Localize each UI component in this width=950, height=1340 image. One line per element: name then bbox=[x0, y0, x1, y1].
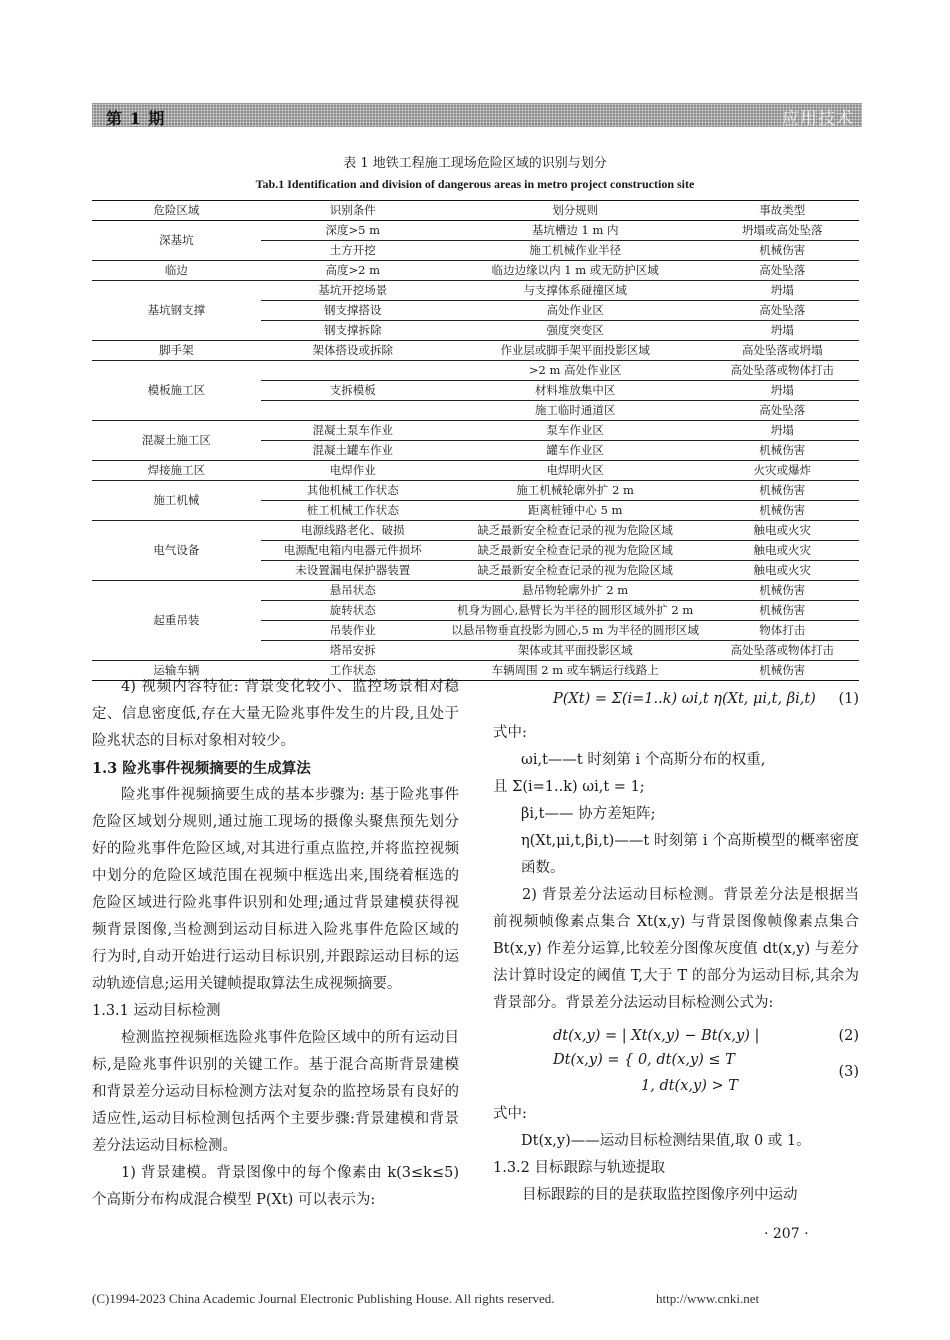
condition-cell bbox=[261, 401, 445, 421]
rule-cell: 车辆周围 2 m 或车辆运行线路上 bbox=[445, 661, 706, 681]
hazard-area-table bbox=[92, 200, 859, 681]
condition-cell: 架体搭设或拆除 bbox=[261, 341, 445, 361]
table-row bbox=[92, 421, 859, 441]
accident-cell: 触电或火灾 bbox=[706, 561, 859, 581]
table-row bbox=[92, 341, 859, 361]
equation-text: Dt(x,y) = { 0, dt(x,y) ≤ T bbox=[553, 1052, 735, 1068]
table-row bbox=[92, 281, 859, 301]
condition-cell: 未设置漏电保护器装置 bbox=[261, 561, 445, 581]
table-caption-zh: 表 1 地铁工程施工现场危险区域的识别与划分 bbox=[343, 156, 607, 171]
table-row bbox=[92, 521, 859, 541]
condition-cell: 旋转状态 bbox=[261, 601, 445, 621]
paragraph: 4) 视频内容特征: 背景变化较小、监控场景相对稳定、信息密度低,存在大量无险兆事件发生的片段,且处于险兆状态的目标对象相对较少。 bbox=[92, 679, 459, 749]
table-row bbox=[92, 481, 859, 501]
rule-cell: 基坑槽边 1 m 内 bbox=[445, 221, 706, 241]
rule-cell: 以悬吊物垂直投影为圆心,5 m 为半径的圆形区域 bbox=[445, 621, 706, 641]
accident-cell: 高处坠落或物体打击 bbox=[706, 361, 859, 381]
condition-cell bbox=[261, 361, 445, 381]
copyright-notice: (C)1994-2023 China Academic Journal Electronic Publishing House. All rights reserved. bbox=[92, 1291, 555, 1306]
rule-cell: 缺乏最新安全检查记录的视为危险区域 bbox=[445, 521, 706, 541]
accident-cell: 火灾或爆炸 bbox=[706, 461, 859, 481]
rule-cell: 作业层或脚手架平面投影区域 bbox=[445, 341, 706, 361]
accident-cell: 坍塌 bbox=[706, 421, 859, 441]
rule-cell: 施工机械轮廓外扩 2 m bbox=[445, 481, 706, 501]
area-cell: 混凝土施工区 bbox=[92, 421, 261, 461]
condition-cell: 混凝土泵车作业 bbox=[261, 421, 445, 441]
rule-cell: 罐车作业区 bbox=[445, 441, 706, 461]
table-row bbox=[92, 221, 859, 241]
definition: Dt(x,y)——运动目标检测结果值,取 0 或 1。 bbox=[521, 1133, 811, 1149]
accident-cell: 坍塌 bbox=[706, 321, 859, 341]
equation-number: (3) bbox=[838, 1064, 859, 1080]
condition-cell: 钢支撑拆除 bbox=[261, 321, 445, 341]
rule-cell: 与支撑体系碰撞区域 bbox=[445, 281, 706, 301]
rule-cell: 强度突变区 bbox=[445, 321, 706, 341]
table-row bbox=[92, 461, 859, 481]
accident-cell: 机械伤害 bbox=[706, 661, 859, 681]
definition: 且 Σ(i=1..k) ωi,t = 1; bbox=[493, 779, 645, 795]
accident-cell: 机械伤害 bbox=[706, 241, 859, 261]
rule-cell: 材料堆放集中区 bbox=[445, 381, 706, 401]
paragraph: 检测监控视频框选险兆事件危险区域中的所有运动目标,是险兆事件识别的关键工作。基于混合高斯背景建模和背景差分运动目标检测方法对复杂的监控场景有良好的适应性,运动目标检测包括两个主要步骤:背景建模和背景差分法运动目标检测。 bbox=[92, 1030, 459, 1154]
accident-cell: 坍塌 bbox=[706, 381, 859, 401]
area-cell: 临边 bbox=[92, 261, 261, 281]
table-row bbox=[92, 261, 859, 281]
rule-cell: 距离桩锤中心 5 m bbox=[445, 501, 706, 521]
accident-cell: 触电或火灾 bbox=[706, 521, 859, 541]
accident-cell: 机械伤害 bbox=[706, 601, 859, 621]
section-heading: 1.3 险兆事件视频摘要的生成算法 bbox=[92, 760, 311, 777]
rule-cell: 施工机械作业半径 bbox=[445, 241, 706, 261]
header-cell: 事故类型 bbox=[706, 201, 859, 221]
equation-text: P(Xt) = Σ(i=1..k) ωi,t η(Xt, μi,t, βi,t) bbox=[553, 691, 816, 707]
table-header-row bbox=[92, 201, 859, 221]
equation-number: (2) bbox=[838, 1028, 859, 1044]
accident-cell: 物体打击 bbox=[706, 621, 859, 641]
where-label: 式中: bbox=[493, 725, 527, 741]
condition-cell: 塔吊安拆 bbox=[261, 641, 445, 661]
condition-cell: 混凝土罐车作业 bbox=[261, 441, 445, 461]
column-name: 应用技术 bbox=[782, 109, 854, 129]
equation-1 bbox=[493, 680, 859, 720]
rule-cell: 缺乏最新安全检查记录的视为危险区域 bbox=[445, 561, 706, 581]
rule-cell: 架体或其平面投影区域 bbox=[445, 641, 706, 661]
condition-cell: 支拆模板 bbox=[261, 381, 445, 401]
accident-cell: 坍塌或高处坠落 bbox=[706, 221, 859, 241]
area-cell: 施工机械 bbox=[92, 481, 261, 521]
accident-cell: 坍塌 bbox=[706, 281, 859, 301]
page-number: · 207 · bbox=[764, 1226, 809, 1242]
table-caption-en: Tab.1 Identification and division of dangerous areas in metro project construction site bbox=[255, 177, 695, 191]
area-cell: 起重吊装 bbox=[92, 581, 261, 661]
condition-cell: 钢支撑搭设 bbox=[261, 301, 445, 321]
rule-cell: 高处作业区 bbox=[445, 301, 706, 321]
area-cell: 电气设备 bbox=[92, 521, 261, 581]
header-cell: 危险区域 bbox=[92, 201, 261, 221]
condition-cell: 基坑开挖场景 bbox=[261, 281, 445, 301]
issue-number: 第 1 期 bbox=[106, 109, 166, 128]
right-column bbox=[493, 680, 859, 1209]
accident-cell: 高处坠落 bbox=[706, 261, 859, 281]
header-cell: 识别条件 bbox=[261, 201, 445, 221]
rule-cell: >2 m 高处作业区 bbox=[445, 361, 706, 381]
website-link[interactable]: http://www.cnki.net bbox=[656, 1291, 760, 1306]
condition-cell: 电源配电箱内电器元件损坏 bbox=[261, 541, 445, 561]
table-row bbox=[92, 581, 859, 601]
accident-cell: 机械伤害 bbox=[706, 441, 859, 461]
accident-cell: 机械伤害 bbox=[706, 501, 859, 521]
subsection-heading: 1.3.2 目标跟踪与轨迹提取 bbox=[493, 1160, 666, 1176]
rule-cell: 施工临时通道区 bbox=[445, 401, 706, 421]
area-cell: 运输车辆 bbox=[92, 661, 261, 681]
where-label: 式中: bbox=[493, 1106, 527, 1122]
accident-cell: 高处坠落或物体打击 bbox=[706, 641, 859, 661]
condition-cell: 高度>2 m bbox=[261, 261, 445, 281]
definition: βi,t—— 协方差矩阵; bbox=[521, 806, 656, 822]
condition-cell: 电焊作业 bbox=[261, 461, 445, 481]
accident-cell: 高处坠落 bbox=[706, 401, 859, 421]
equation-3 bbox=[493, 1047, 859, 1101]
paragraph: 目标跟踪的目的是获取监控图像序列中运动 bbox=[522, 1187, 798, 1203]
area-cell: 深基坑 bbox=[92, 221, 261, 261]
rule-cell: 机身为圆心,悬臂长为半径的圆形区域外扩 2 m bbox=[445, 601, 706, 621]
accident-cell: 高处坠落 bbox=[706, 301, 859, 321]
condition-cell: 工作状态 bbox=[261, 661, 445, 681]
equation-text: dt(x,y) = | Xt(x,y) − Bt(x,y) | bbox=[553, 1028, 760, 1044]
paragraph: 2) 背景差分法运动目标检测。背景差分法是根据当前视频帧像素点集合 Xt(x,y) 与背景图像帧像素点集合 Bt(x,y) 作差分运算,比较差分图像灰度值 dt(x,y) 与差分法计算时设定的阈值 T,大于 T 的部分为运动目标,其余为背景部分。背景差分法运动目标检测公式为: bbox=[493, 887, 859, 1011]
table-body bbox=[92, 221, 859, 681]
condition-cell: 桩工机械工作状态 bbox=[261, 501, 445, 521]
condition-cell: 深度>5 m bbox=[261, 221, 445, 241]
header-cell: 划分规则 bbox=[445, 201, 706, 221]
definition: ωi,t——t 时刻第 i 个高斯分布的权重, bbox=[521, 752, 766, 768]
definition: η(Xt,μi,t,βi,t)——t 时刻第 i 个高斯模型的概率密度函数。 bbox=[521, 833, 859, 876]
area-cell: 基坑钢支撑 bbox=[92, 281, 261, 341]
table-row bbox=[92, 361, 859, 381]
area-cell: 焊接施工区 bbox=[92, 461, 261, 481]
rule-cell: 泵车作业区 bbox=[445, 421, 706, 441]
area-cell: 模板施工区 bbox=[92, 361, 261, 421]
accident-cell: 机械伤害 bbox=[706, 481, 859, 501]
condition-cell: 吊装作业 bbox=[261, 621, 445, 641]
equation-2 bbox=[493, 1017, 859, 1047]
condition-cell: 电源线路老化、破损 bbox=[261, 521, 445, 541]
accident-cell: 高处坠落或坍塌 bbox=[706, 341, 859, 361]
rule-cell: 缺乏最新安全检查记录的视为危险区域 bbox=[445, 541, 706, 561]
accident-cell: 触电或火灾 bbox=[706, 541, 859, 561]
accident-cell: 机械伤害 bbox=[706, 581, 859, 601]
condition-cell: 土方开挖 bbox=[261, 241, 445, 261]
subsection-heading: 1.3.1 运动目标检测 bbox=[92, 1003, 221, 1019]
rule-cell: 电焊明火区 bbox=[445, 461, 706, 481]
condition-cell: 其他机械工作状态 bbox=[261, 481, 445, 501]
paragraph: 1) 背景建模。背景图像中的每个像素由 k(3≤k≤5) 个高斯分布构成混合模型 P(Xt) 可以表示为: bbox=[92, 1165, 459, 1208]
paragraph: 险兆事件视频摘要生成的基本步骤为: 基于险兆事件危险区域划分规则,通过施工现场的摄像头聚焦预先划分好的险兆事件危险区域,对其进行重点监控,并将监控视频中划分的危险区域范围在视频中框选出来,围绕着框选的危险区域进行险兆事件识别和处理;通过背景建模获得视频背景图像,当检测到运动目标进入险兆事件危险区域的行为时,自动开始进行运动目标识别,并跟踪运动目标的运动轨迹信息;运用关键帧提取算法生成视频摘要。 bbox=[92, 787, 459, 992]
rule-cell: 临边边缘以内 1 m 或无防护区域 bbox=[445, 261, 706, 281]
condition-cell: 悬吊状态 bbox=[261, 581, 445, 601]
rule-cell: 悬吊物轮廓外扩 2 m bbox=[445, 581, 706, 601]
area-cell: 脚手架 bbox=[92, 341, 261, 361]
equation-number: (1) bbox=[838, 691, 859, 707]
left-column bbox=[92, 674, 459, 1214]
equation-text: 1, dt(x,y) > T bbox=[641, 1078, 738, 1094]
header-band bbox=[92, 103, 862, 127]
